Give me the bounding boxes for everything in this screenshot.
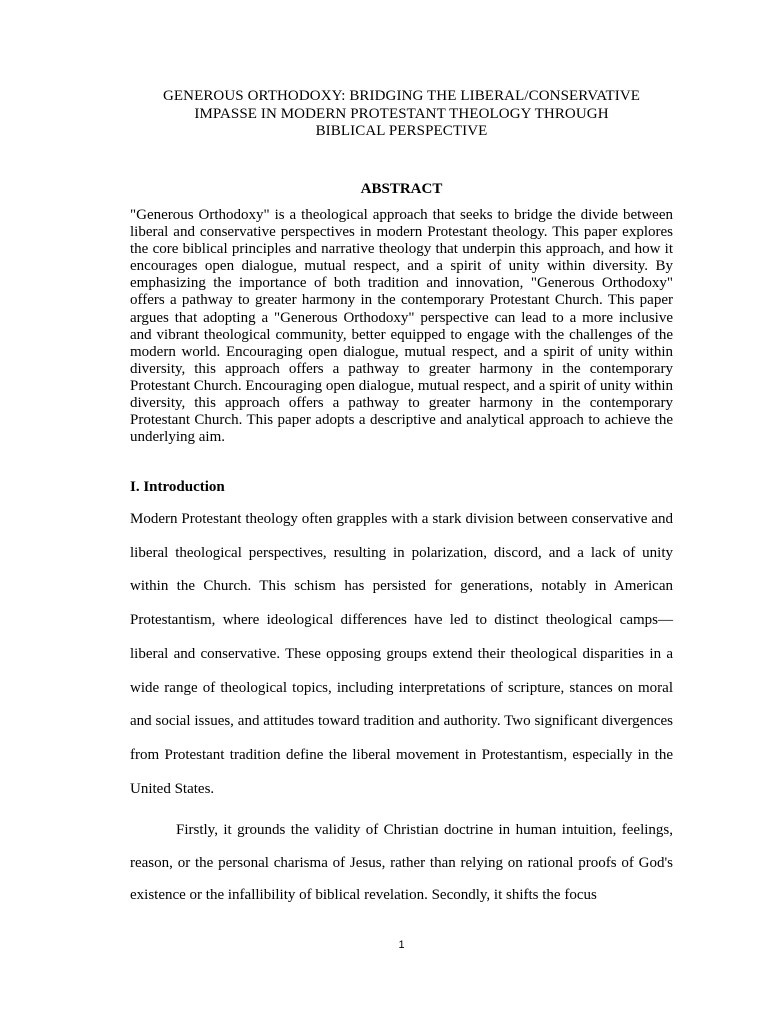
title-line-2: IMPASSE IN MODERN PROTESTANT THEOLOGY THROUGH — [194, 105, 609, 122]
introduction-heading: I. Introduction — [130, 479, 225, 495]
introduction-paragraph-1: Modern Protestant theology often grapples with a stark division between conservative and liberal theological perspectives, resulting in polarization, discord, and a lack of unity within the Church. This schism has persisted for generations, notably in American Protestantism, where ideological differences have led to distinct theological camps—liberal and conservative. These opposing groups extend their theological disparities in a wide range of theological topics, including interpretations of scripture, stances on moral and social issues, and attitudes toward tradition and authority. Two significant divergences from Protestant tradition define the liberal movement in Protestantism, especially in the United States. — [130, 511, 673, 797]
introduction-paragraph-2: Firstly, it grounds the validity of Christian doctrine in human intuition, feelings, reason, or the personal charisma of Jesus, rather than relying on rational proofs of God's existence or the infallibility of biblical revelation. Secondly, it shifts the focus — [130, 822, 673, 903]
page-number: 1 — [398, 939, 405, 951]
abstract-heading: ABSTRACT — [360, 181, 443, 197]
title-line-1: GENEROUS ORTHODOXY: BRIDGING THE LIBERAL/CONSERVATIVE — [162, 88, 641, 104]
abstract-body: "Generous Orthodoxy" is a theological approach that seeks to bridge the divide between liberal and conservative perspectives in modern Protestant theology. This paper explores the core biblical principles and narrative theology that underpin this approach, and how it encourages open dialogue, mutual respect, and a spirit of unity within diversity. By emphasizing the importance of both tradition and innovation, "Generous Orthodoxy" offers a pathway to greater harmony in the contemporary Protestant Church. This paper argues that adopting a "Generous Orthodoxy" perspective can lead to a more inclusive and vibrant theological community, better equipped to engage with the challenges of the modern world. Encouraging open dialogue, mutual respect, and a spirit of unity within diversity, this approach offers a pathway to greater harmony in the contemporary Protestant Church. Encouraging open dialogue, mutual respect, and a spirit of unity within diversity, this approach offers a pathway to greater harmony in the contemporary Protestant Church. This paper adopts a descriptive and analytical approach to achieve the underlying aim. — [130, 207, 673, 446]
paper-title — [130, 88, 673, 141]
title-line-3: BIBLICAL PERSPECTIVE — [315, 123, 488, 139]
